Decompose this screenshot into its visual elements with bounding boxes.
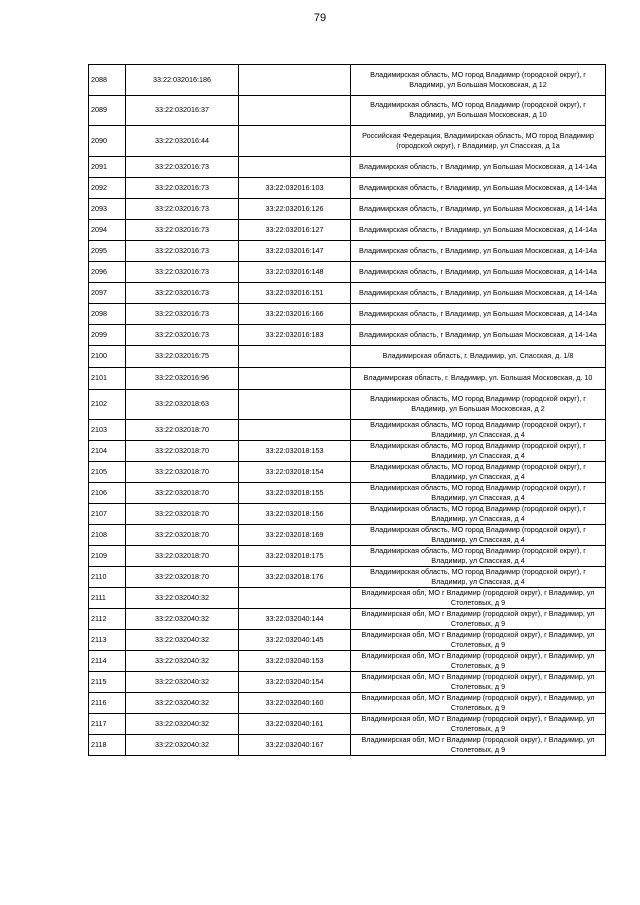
row-number-cell: 2091	[89, 156, 126, 177]
row-number-cell: 2088	[89, 65, 126, 96]
table-row	[89, 420, 606, 441]
cadastral-number-cell: 33:22:032018:70	[126, 504, 239, 525]
row-number-cell: 2115	[89, 672, 126, 693]
table-row	[89, 714, 606, 735]
address-cell: Владимирская обл, МО г Владимир (городской округ), г Владимир, ул Столетовых, д 9	[351, 693, 606, 714]
address-cell: Владимирская область, МО город Владимир (городской округ), г Владимир, ул Спасская, д 4	[351, 441, 606, 462]
sub-cadastral-number-cell: 33:22:032040:161	[239, 714, 351, 735]
table-row	[89, 630, 606, 651]
sub-cadastral-number-cell	[239, 65, 351, 96]
address-cell: Владимирская область, МО город Владимир (городской округ), г Владимир, ул Спасская, д 4	[351, 483, 606, 504]
address-cell: Владимирская область, г Владимир, ул Большая Московская, д 14-14а	[351, 324, 606, 345]
table-row	[89, 546, 606, 567]
row-number-cell: 2102	[89, 389, 126, 420]
row-number-cell: 2098	[89, 303, 126, 324]
sub-cadastral-number-cell: 33:22:032016:148	[239, 261, 351, 282]
row-number-cell: 2105	[89, 462, 126, 483]
table-row	[89, 126, 606, 157]
cadastral-number-cell: 33:22:032040:32	[126, 714, 239, 735]
table-row	[89, 345, 606, 367]
table-row	[89, 441, 606, 462]
row-number-cell: 2100	[89, 345, 126, 367]
table-row	[89, 156, 606, 177]
address-cell: Владимирская область, МО город Владимир (городской округ), г Владимир, ул Спасская, д 4	[351, 546, 606, 567]
table-row	[89, 651, 606, 672]
sub-cadastral-number-cell	[239, 126, 351, 157]
row-number-cell: 2094	[89, 219, 126, 240]
table-row	[89, 462, 606, 483]
cadastral-number-cell: 33:22:032018:70	[126, 525, 239, 546]
table-row	[89, 504, 606, 525]
page-number: 79	[313, 12, 327, 24]
row-number-cell: 2113	[89, 630, 126, 651]
sub-cadastral-number-cell: 33:22:032016:183	[239, 324, 351, 345]
table-row	[89, 219, 606, 240]
sub-cadastral-number-cell: 33:22:032040:167	[239, 735, 351, 756]
address-cell: Владимирская область, МО город Владимир (городской округ), г Владимир, ул Спасская, д 4	[351, 525, 606, 546]
cadastral-number-cell: 33:22:032040:32	[126, 588, 239, 609]
table-row	[89, 261, 606, 282]
cadastral-number-cell: 33:22:032040:32	[126, 672, 239, 693]
cadastral-number-cell: 33:22:032016:75	[126, 345, 239, 367]
row-number-cell: 2089	[89, 95, 126, 126]
sub-cadastral-number-cell: 33:22:032018:154	[239, 462, 351, 483]
cadastral-number-cell: 33:22:032016:96	[126, 367, 239, 389]
address-cell: Владимирская область, г Владимир, ул Большая Московская, д 14-14а	[351, 219, 606, 240]
registry-table-body	[89, 65, 606, 756]
cadastral-number-cell: 33:22:032040:32	[126, 693, 239, 714]
address-cell: Владимирская область, МО город Владимир (городской округ), г Владимир, ул Спасская, д 4	[351, 420, 606, 441]
table-row	[89, 693, 606, 714]
table-row	[89, 303, 606, 324]
address-cell: Владимирская область, г Владимир, ул Большая Московская, д 14-14а	[351, 303, 606, 324]
address-cell: Владимирская область, г Владимир, ул Большая Московская, д 14-14а	[351, 282, 606, 303]
cadastral-number-cell: 33:22:032016:73	[126, 261, 239, 282]
address-cell: Владимирская область, МО город Владимир (городской округ), г Владимир, ул Большая Московская, д 10	[351, 95, 606, 126]
cadastral-number-cell: 33:22:032016:73	[126, 156, 239, 177]
sub-cadastral-number-cell: 33:22:032016:151	[239, 282, 351, 303]
address-cell: Владимирская область, г. Владимир, ул. Спасская, д. 1/8	[351, 345, 606, 367]
address-cell: Владимирская область, МО город Владимир (городской округ), г Владимир, ул Спасская, д 4	[351, 462, 606, 483]
table-row	[89, 567, 606, 588]
address-cell: Владимирская область, МО город Владимир (городской округ), г Владимир, ул Большая Московская, д 12	[351, 65, 606, 96]
address-cell: Владимирская область, МО город Владимир (городской округ), г Владимир, ул Спасская, д 4	[351, 567, 606, 588]
address-cell: Владимирская область, г Владимир, ул Большая Московская, д 14-14а	[351, 240, 606, 261]
cadastral-number-cell: 33:22:032016:73	[126, 282, 239, 303]
row-number-cell: 2096	[89, 261, 126, 282]
row-number-cell: 2092	[89, 177, 126, 198]
address-cell: Владимирская обл, МО г Владимир (городской округ), г Владимир, ул Столетовых, д 9	[351, 714, 606, 735]
row-number-cell: 2090	[89, 126, 126, 157]
cadastral-number-cell: 33:22:032016:73	[126, 198, 239, 219]
table-row	[89, 367, 606, 389]
row-number-cell: 2108	[89, 525, 126, 546]
cadastral-number-cell: 33:22:032016:37	[126, 95, 239, 126]
address-cell: Владимирская обл, МО г Владимир (городской округ), г Владимир, ул Столетовых, д 9	[351, 588, 606, 609]
cadastral-number-cell: 33:22:032018:70	[126, 420, 239, 441]
cadastral-number-cell: 33:22:032040:32	[126, 735, 239, 756]
sub-cadastral-number-cell: 33:22:032016:147	[239, 240, 351, 261]
cadastral-number-cell: 33:22:032018:70	[126, 483, 239, 504]
row-number-cell: 2104	[89, 441, 126, 462]
cadastral-number-cell: 33:22:032016:44	[126, 126, 239, 157]
sub-cadastral-number-cell	[239, 345, 351, 367]
address-cell: Владимирская область, г Владимир, ул Большая Московская, д 14-14а	[351, 156, 606, 177]
sub-cadastral-number-cell: 33:22:032016:126	[239, 198, 351, 219]
row-number-cell: 2097	[89, 282, 126, 303]
cadastral-number-cell: 33:22:032016:73	[126, 324, 239, 345]
cadastral-number-cell: 33:22:032018:70	[126, 546, 239, 567]
table-row	[89, 588, 606, 609]
sub-cadastral-number-cell	[239, 420, 351, 441]
sub-cadastral-number-cell: 33:22:032018:155	[239, 483, 351, 504]
row-number-cell: 2093	[89, 198, 126, 219]
row-number-cell: 2109	[89, 546, 126, 567]
row-number-cell: 2099	[89, 324, 126, 345]
table-row	[89, 198, 606, 219]
sub-cadastral-number-cell	[239, 588, 351, 609]
row-number-cell: 2110	[89, 567, 126, 588]
row-number-cell: 2107	[89, 504, 126, 525]
sub-cadastral-number-cell: 33:22:032040:160	[239, 693, 351, 714]
sub-cadastral-number-cell: 33:22:032040:145	[239, 630, 351, 651]
row-number-cell: 2117	[89, 714, 126, 735]
row-number-cell: 2103	[89, 420, 126, 441]
address-cell: Владимирская область, г Владимир, ул Большая Московская, д 14-14а	[351, 177, 606, 198]
sub-cadastral-number-cell: 33:22:032016:166	[239, 303, 351, 324]
sub-cadastral-number-cell: 33:22:032040:154	[239, 672, 351, 693]
address-cell: Владимирская область, МО город Владимир (городской округ), г Владимир, ул Большая Московская, д 2	[351, 389, 606, 420]
address-cell: Владимирская область, г Владимир, ул Большая Московская, д 14-14а	[351, 261, 606, 282]
table-row	[89, 95, 606, 126]
sub-cadastral-number-cell	[239, 367, 351, 389]
address-cell: Владимирская область, г. Владимир, ул. Большая Московская, д. 10	[351, 367, 606, 389]
cadastral-number-cell: 33:22:032016:73	[126, 240, 239, 261]
address-cell: Владимирская обл, МО г Владимир (городской округ), г Владимир, ул Столетовых, д 9	[351, 735, 606, 756]
sub-cadastral-number-cell	[239, 156, 351, 177]
sub-cadastral-number-cell: 33:22:032040:153	[239, 651, 351, 672]
cadastral-number-cell: 33:22:032018:70	[126, 462, 239, 483]
cadastral-number-cell: 33:22:032018:63	[126, 389, 239, 420]
row-number-cell: 2114	[89, 651, 126, 672]
table-row	[89, 389, 606, 420]
row-number-cell: 2116	[89, 693, 126, 714]
table-row	[89, 483, 606, 504]
table-row	[89, 177, 606, 198]
row-number-cell: 2118	[89, 735, 126, 756]
row-number-cell: 2111	[89, 588, 126, 609]
sub-cadastral-number-cell: 33:22:032040:144	[239, 609, 351, 630]
sub-cadastral-number-cell	[239, 389, 351, 420]
address-cell: Владимирская область, г Владимир, ул Большая Московская, д 14-14а	[351, 198, 606, 219]
table-row	[89, 609, 606, 630]
address-cell: Владимирская обл, МО г Владимир (городской округ), г Владимир, ул Столетовых, д 9	[351, 651, 606, 672]
cadastral-number-cell: 33:22:032016:73	[126, 177, 239, 198]
cadastral-number-cell: 33:22:032016:186	[126, 65, 239, 96]
sub-cadastral-number-cell: 33:22:032018:175	[239, 546, 351, 567]
row-number-cell: 2112	[89, 609, 126, 630]
sub-cadastral-number-cell: 33:22:032018:153	[239, 441, 351, 462]
address-cell: Владимирская обл, МО г Владимир (городской округ), г Владимир, ул Столетовых, д 9	[351, 630, 606, 651]
registry-table	[88, 64, 606, 756]
address-cell: Владимирская обл, МО г Владимир (городской округ), г Владимир, ул Столетовых, д 9	[351, 672, 606, 693]
row-number-cell: 2101	[89, 367, 126, 389]
table-row	[89, 240, 606, 261]
cadastral-number-cell: 33:22:032018:70	[126, 567, 239, 588]
sub-cadastral-number-cell: 33:22:032018:156	[239, 504, 351, 525]
cadastral-number-cell: 33:22:032016:73	[126, 303, 239, 324]
address-cell: Владимирская обл, МО г Владимир (городской округ), г Владимир, ул Столетовых, д 9	[351, 609, 606, 630]
sub-cadastral-number-cell: 33:22:032016:127	[239, 219, 351, 240]
sub-cadastral-number-cell: 33:22:032016:103	[239, 177, 351, 198]
cadastral-number-cell: 33:22:032016:73	[126, 219, 239, 240]
row-number-cell: 2095	[89, 240, 126, 261]
cadastral-number-cell: 33:22:032018:70	[126, 441, 239, 462]
cadastral-number-cell: 33:22:032040:32	[126, 651, 239, 672]
table-row	[89, 735, 606, 756]
sub-cadastral-number-cell: 33:22:032018:169	[239, 525, 351, 546]
sub-cadastral-number-cell: 33:22:032018:176	[239, 567, 351, 588]
address-cell: Владимирская область, МО город Владимир (городской округ), г Владимир, ул Спасская, д 4	[351, 504, 606, 525]
cadastral-number-cell: 33:22:032040:32	[126, 630, 239, 651]
table-row	[89, 672, 606, 693]
sub-cadastral-number-cell	[239, 95, 351, 126]
table-row	[89, 324, 606, 345]
table-row	[89, 282, 606, 303]
table-row	[89, 65, 606, 96]
cadastral-number-cell: 33:22:032040:32	[126, 609, 239, 630]
table-row	[89, 525, 606, 546]
row-number-cell: 2106	[89, 483, 126, 504]
address-cell: Российская Федерация, Владимирская область, МО город Владимир (городской округ), г Владимир, ул Спасская, д 1а	[351, 126, 606, 157]
